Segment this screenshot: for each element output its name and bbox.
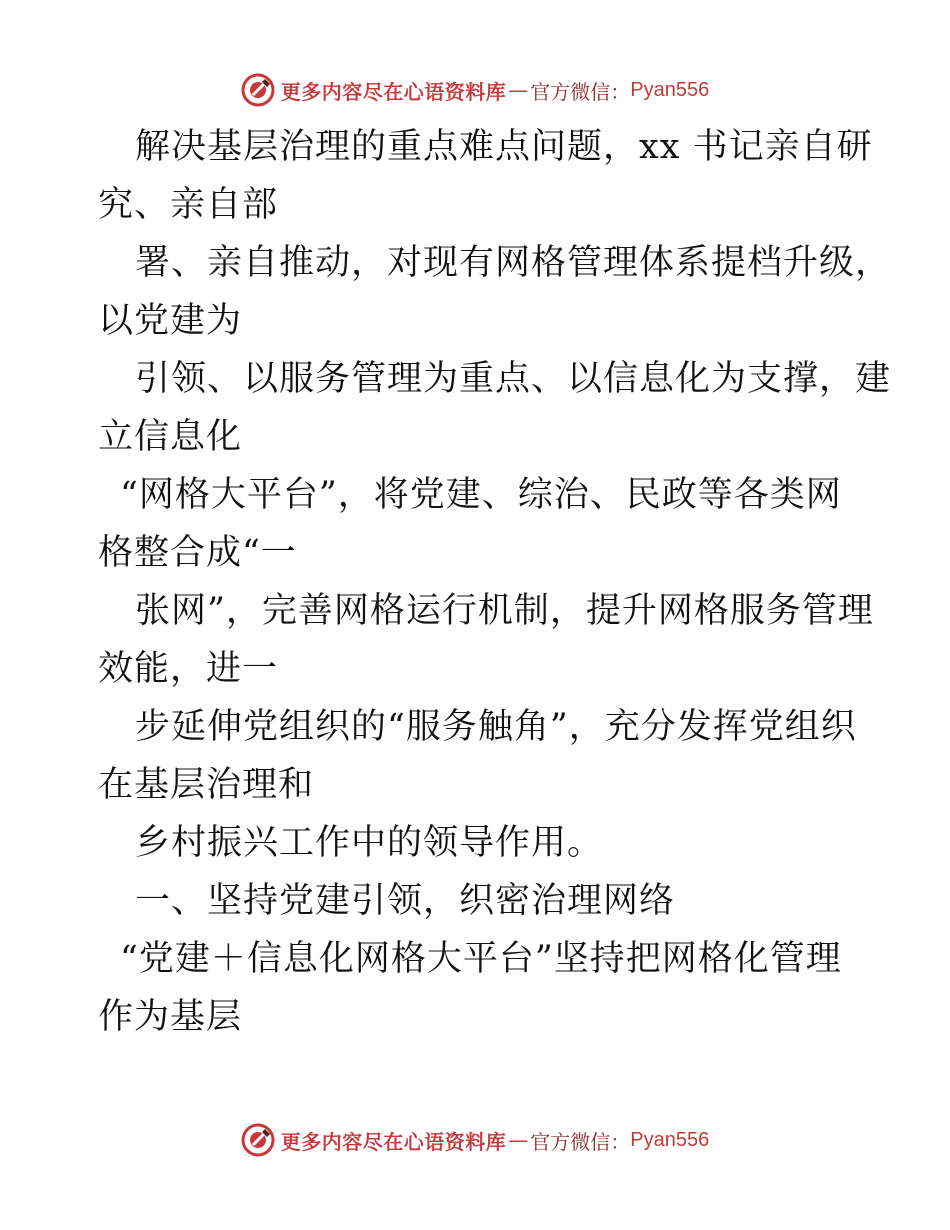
- text-line: 以党建为: [98, 301, 243, 341]
- watermark-id: Pyan556: [630, 1128, 710, 1151]
- watermark-brand: 更多内容尽在心语资料库: [280, 79, 507, 104]
- text-line: “网格大平台”，将党建、综治、民政等各类网: [120, 475, 842, 515]
- text-line: 格整合成“一: [98, 533, 297, 573]
- text-line: 步延伸党组织的“服务触角”，充分发挥党组织: [135, 707, 857, 747]
- watermark-dash: —: [508, 1128, 529, 1152]
- text-line: 效能，进一: [98, 649, 279, 689]
- watermark-id: Pyan556: [630, 78, 710, 101]
- logo-icon: [241, 1123, 275, 1157]
- text-line: 在基层治理和: [98, 765, 315, 805]
- text-line: 引领、以服务管理为重点、以信息化为支撑，建: [135, 359, 892, 399]
- document-body: [98, 118, 892, 1046]
- text-line: 作为基层: [98, 997, 243, 1037]
- text-line: 署、亲自推动，对现有网格管理体系提档升级，: [135, 243, 892, 283]
- watermark-label: 官方微信：: [530, 79, 631, 104]
- watermark-footer: [0, 1120, 950, 1160]
- section-heading: 一、坚持党建引领，织密治理网络: [135, 881, 676, 921]
- text-line: “党建＋信息化网格大平台”坚持把网格化管理: [120, 939, 842, 979]
- text-line: 解决基层治理的重点难点问题，xx 书记亲自研: [135, 127, 873, 167]
- watermark-label: 官方微信：: [530, 1129, 631, 1154]
- logo-icon: [241, 73, 275, 107]
- watermark-brand: 更多内容尽在心语资料库: [280, 1129, 507, 1154]
- text-line: 张网”，完善网格运行机制，提升网格服务管理: [135, 591, 874, 631]
- text-line: 究、亲自部: [98, 185, 279, 225]
- text-line: 乡村振兴工作中的领导作用。: [135, 823, 604, 863]
- watermark-header: [0, 70, 950, 110]
- text-line: 立信息化: [98, 417, 243, 457]
- watermark-dash: —: [508, 78, 529, 102]
